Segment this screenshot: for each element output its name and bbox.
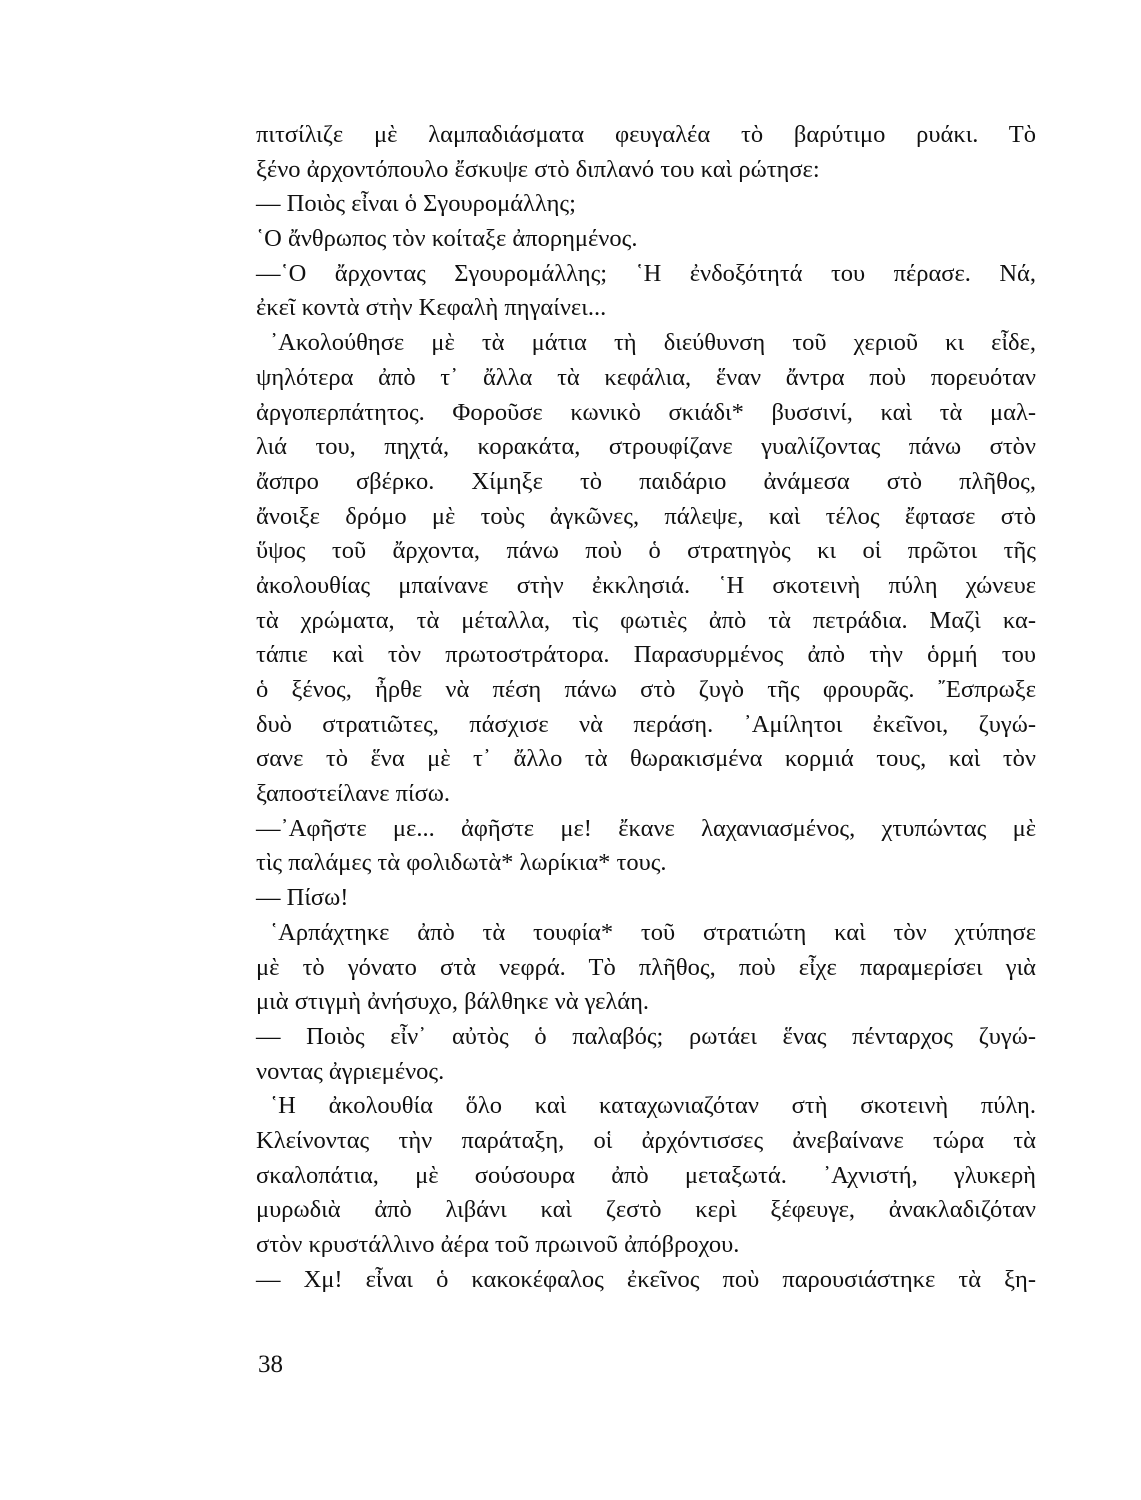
text-line: — Χμ! εἶναι ὁ κακοκέφαλος ἐκεῖνος ποὺ παρουσιάστηκε τὰ ξη- bbox=[256, 1265, 1036, 1293]
text-line: πιτσίλιζε μὲ λαμπαδιάσματα φευγαλέα τὸ βαρύτιμο ρυάκι. Τὸ bbox=[256, 121, 1036, 148]
text-line: ἀκολουθίας μπαίνανε στὴν ἐκκλησιά. ῾Η σκοτεινὴ πύλη χώνευε bbox=[256, 571, 1036, 599]
text-line: ἀργοπερπάτητος. Φοροῦσε κωνικὸ σκιάδι* βυσσινί, καὶ τὰ μαλ- bbox=[256, 398, 1036, 426]
text-line: ψηλότερα ἀπὸ τ᾿ ἄλλα τὰ κεφάλια, ἕναν ἄντρα ποὺ πορευόταν bbox=[256, 363, 1036, 391]
text-line: ἄνοιξε δρόμο μὲ τοὺς ἀγκῶνες, πάλεψε, καὶ τέλος ἔφτασε στὸ bbox=[256, 502, 1036, 530]
text-line: τὶς παλάμες τὰ φολιδωτὰ* λωρίκια* τους. bbox=[256, 849, 667, 877]
text-line: ὕψος τοῦ ἄρχοντα, πάνω ποὺ ὁ στρατηγὸς κι οἱ πρῶτοι τῆς bbox=[256, 537, 1036, 565]
text-line: δυὸ στρατιῶτες, πάσχισε νὰ περάση. ᾿Αμίλητοι ἐκεῖνοι, ζυγώ- bbox=[256, 710, 1036, 738]
text-line: μυρωδιὰ ἀπὸ λιβάνι καὶ ζεστὸ κερὶ ξέφευγε, ἀνακλαδιζόταν bbox=[256, 1196, 1036, 1224]
text-line: ῾Ο ἄνθρωπος τὸν κοίταξε ἀπορημένος. bbox=[256, 225, 638, 253]
text-line: Κλείνοντας τὴν παράταξη, οἱ ἀρχόντισσες ἀνεβαίνανε τώρα τὰ bbox=[256, 1126, 1036, 1154]
text-line: ἄσπρο σβέρκο. Χίμηξε τὸ παιδάριο ἀνάμεσα στὸ πλῆθος, bbox=[256, 467, 1036, 495]
body-text bbox=[256, 118, 1036, 1297]
text-line: σανε τὸ ἕνα μὲ τ᾿ ἄλλο τὰ θωρακισμένα κορμιά τους, καὶ τὸν bbox=[256, 745, 1036, 773]
text-line: μιὰ στιγμὴ ἀνήσυχο, βάλθηκε νὰ γελάη. bbox=[256, 988, 650, 1016]
text-line: ῾Η ἀκολουθία ὅλο καὶ καταχωνιαζόταν στὴ σκοτεινὴ πύλη. bbox=[270, 1092, 1036, 1120]
text-line: ῾Αρπάχτηκε ἀπὸ τὰ τουφία* τοῦ στρατιώτη καὶ τὸν χτύπησε bbox=[270, 918, 1036, 946]
text-line: — Ποιὸς εἶναι ὁ Σγουρομάλλης; bbox=[256, 190, 576, 218]
text-line: — Ποιὸς εἶν᾿ αὐτὸς ὁ παλαβός; ρωτάει ἕνας πένταρχος ζυγώ- bbox=[256, 1022, 1036, 1050]
text-line: τάπιε καὶ τὸν πρωτοστράτορα. Παρασυρμένος ἀπὸ τὴν ὁρμή του bbox=[256, 641, 1036, 669]
text-line: ξένο ἀρχοντόπουλο ἔσκυψε στὸ διπλανό του καὶ ρώτησε: bbox=[256, 155, 820, 183]
page-number: 38 bbox=[258, 1351, 283, 1378]
text-line: — Πίσω! bbox=[256, 884, 349, 912]
text-line: σκαλοπάτια, μὲ σούσουρα ἀπὸ μεταξωτά. ᾿Αχνιστή, γλυκερὴ bbox=[256, 1161, 1036, 1189]
text-line: μὲ τὸ γόνατο στὰ νεφρά. Τὸ πλῆθος, ποὺ εἶχε παραμερίσει γιὰ bbox=[256, 953, 1036, 981]
text-line: τὰ χρώματα, τὰ μέταλλα, τὶς φωτιὲς ἀπὸ τὰ πετράδια. Μαζὶ κα- bbox=[256, 606, 1036, 634]
text-line: νοντας ἀγριεμένος. bbox=[256, 1057, 445, 1085]
text-line: —᾿Αφῆστε με... ἀφῆστε με! ἔκανε λαχανιασμένος, χτυπώντας μὲ bbox=[256, 814, 1036, 842]
text-line: ᾿Ακολούθησε μὲ τὰ μάτια τὴ διεύθυνση τοῦ χεριοῦ κι εἶδε, bbox=[270, 329, 1036, 357]
text-line: ἐκεῖ κοντὰ στὴν Κεφαλὴ πηγαίνει... bbox=[256, 294, 607, 322]
text-line: ξαποστείλανε πίσω. bbox=[256, 780, 451, 808]
text-line: ὁ ξένος, ἦρθε νὰ πέση πάνω στὸ ζυγὸ τῆς φρουρᾶς. ῎Εσπρωξε bbox=[256, 676, 1036, 703]
text-line: —῾Ο ἄρχοντας Σγουρομάλλης; ῾Η ἐνδοξότητά του πέρασε. Νά, bbox=[256, 259, 1036, 287]
text-line: λιά του, πηχτά, κορακάτα, στρουφίζανε γυαλίζοντας πάνω στὸν bbox=[256, 433, 1036, 461]
text-line: στὸν κρυστάλλινο ἀέρα τοῦ πρωινοῦ ἀπόβροχου. bbox=[256, 1231, 740, 1258]
